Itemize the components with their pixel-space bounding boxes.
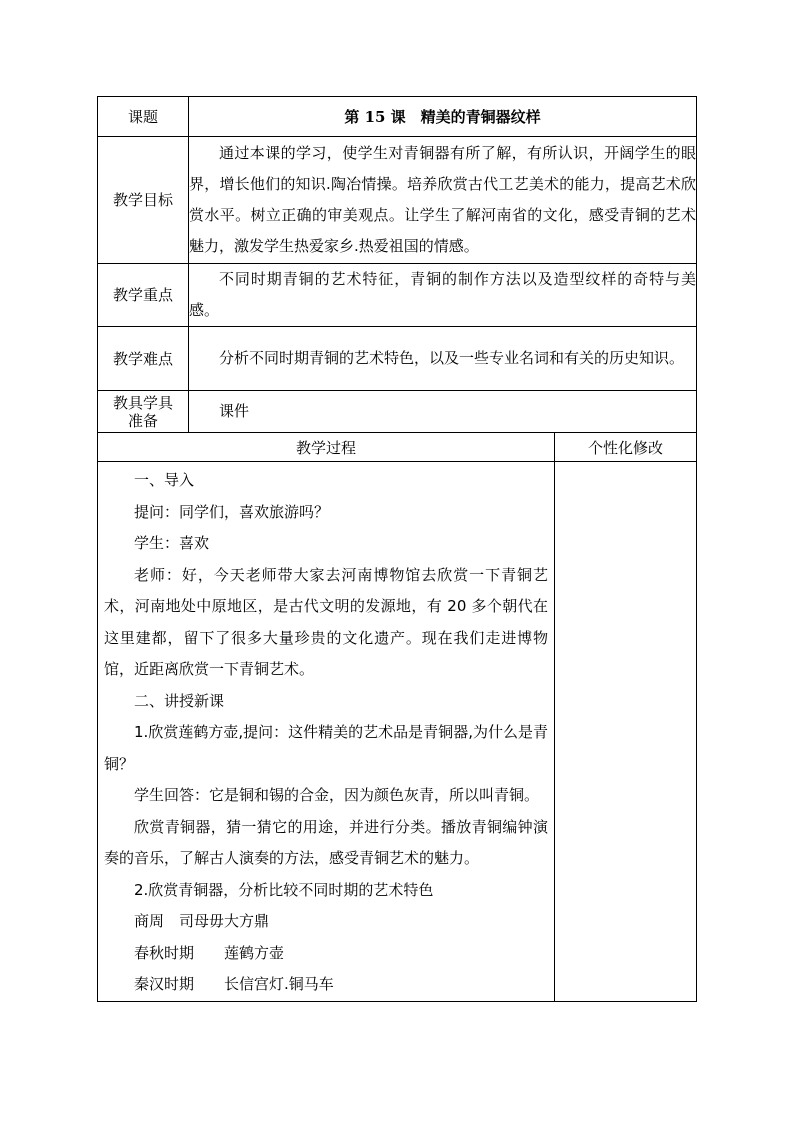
objectives-label: 教学目标 bbox=[98, 137, 189, 264]
process-paragraph: 学生：喜欢 bbox=[134, 534, 210, 552]
process-paragraph: 2.欣赏青铜器，分析比较不同时期的艺术特色 bbox=[134, 880, 434, 899]
key-points-text: 不同时期青铜的艺术特征，青铜的制作方法以及造型纹样的奇特与美感。 bbox=[189, 264, 697, 327]
process-header: 教学过程 bbox=[98, 433, 555, 462]
difficulties-label: 教学难点 bbox=[98, 327, 189, 391]
process-paragraph: 提问：同学们，喜欢旅游吗？ bbox=[134, 502, 330, 521]
process-paragraph: 学生回答：它是铜和锡的合金，因为颜色灰青，所以叫青铜。 bbox=[134, 786, 540, 804]
process-header-row bbox=[98, 433, 697, 462]
process-paragraph: 一、导入 bbox=[134, 471, 195, 489]
process-paragraph: 春秋时期 莲鹤方壶 bbox=[134, 943, 285, 962]
lesson-plan-table bbox=[97, 96, 697, 1002]
personalized-edit-cell bbox=[555, 462, 697, 1002]
process-paragraph: 商周 司母毋大方鼎 bbox=[134, 912, 270, 930]
materials-label-line2: 准备 bbox=[127, 411, 158, 430]
key-points-label: 教学重点 bbox=[98, 264, 189, 327]
personalized-edit-header: 个性化修改 bbox=[555, 433, 697, 462]
objectives-text: 通过本课的学习，使学生对青铜器有所了解，有所认识，开阔学生的眼界，增长他们的知识.陶冶情操。培养欣赏古代工艺美术的能力，提高艺术欣赏水平。树立正确的审美观点。让学生了解河南省的文化，感受青铜的艺术魅力，激发学生热爱家乡.热爱祖国的情感。 bbox=[189, 137, 697, 264]
objectives-row bbox=[98, 137, 697, 264]
process-body-row bbox=[98, 462, 697, 1002]
materials-text: 课件 bbox=[189, 391, 697, 433]
topic-row bbox=[98, 97, 697, 137]
process-content bbox=[98, 462, 555, 1002]
materials-label-line1: 教具学具 bbox=[112, 393, 173, 412]
key-points-row bbox=[98, 264, 697, 327]
process-paragraph: 秦汉时期 长信宫灯.铜马车 bbox=[134, 975, 334, 993]
process-paragraph: 老师：好，今天老师带大家去河南博物馆去欣赏一下青铜艺术，河南地处中原地区，是古代文明的发源地，有 20 多个朝代在这里建都，留下了很多大量珍贵的文化遗产。现在我们走进博物馆，近距离欣赏一下青铜艺术。 bbox=[104, 565, 548, 678]
process-paragraph: 二、讲授新课 bbox=[134, 691, 225, 710]
topic-label: 课题 bbox=[98, 97, 189, 137]
difficulties-text: 分析不同时期青铜的艺术特色，以及一些专业名词和有关的历史知识。 bbox=[189, 327, 697, 391]
process-paragraph: 欣赏青铜器，猜一猜它的用途，并进行分类。播放青铜编钟演奏的音乐，了解古人演奏的方法，感受青铜艺术的魅力。 bbox=[104, 817, 548, 867]
lesson-title: 第 15 课 精美的青铜器纹样 bbox=[189, 97, 697, 137]
materials-label bbox=[98, 391, 189, 433]
process-paragraph: 1.欣赏莲鹤方壶,提问：这件精美的艺术品是青铜器,为什么是青铜？ bbox=[104, 723, 548, 773]
materials-row bbox=[98, 391, 697, 433]
difficulties-row bbox=[98, 327, 697, 391]
